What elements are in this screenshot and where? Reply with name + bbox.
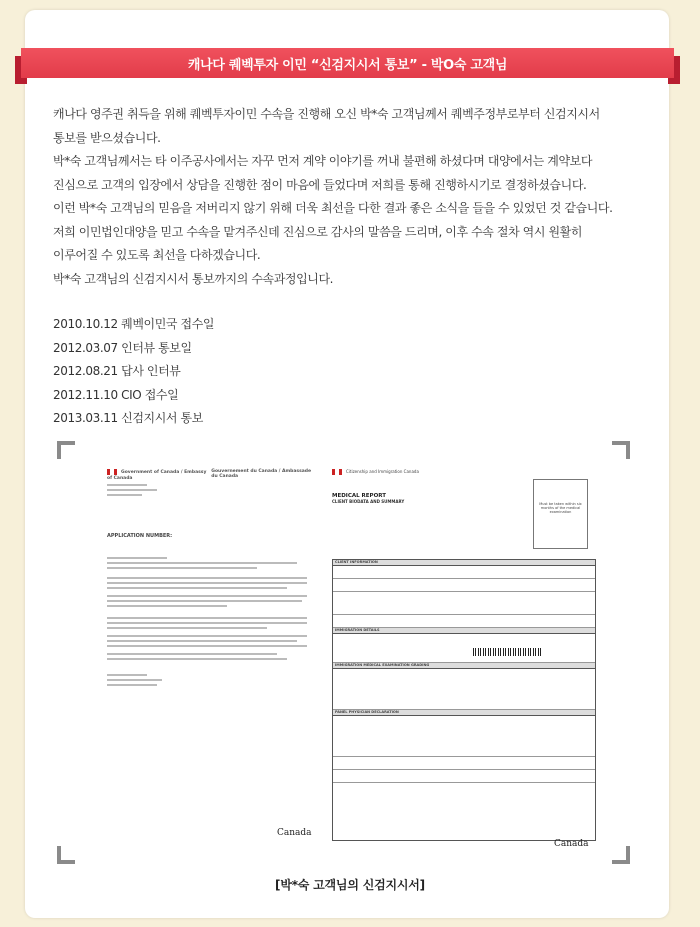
embassy-letter — [107, 469, 317, 849]
canada-flag-icon — [332, 469, 342, 475]
timeline-item: 2013.03.11 신검지시서 통보 — [53, 411, 203, 425]
canada-flag-icon — [107, 469, 117, 475]
photo-box: Must be taken within six months of the medical examination — [533, 479, 588, 549]
letter-header-left: Government of Canada / Embassy of Canada — [107, 470, 207, 481]
story-line: 이런 박*숙 고객님의 믿음을 저버리지 않기 위해 더욱 최선을 다한 결과 좋은 소식을 들을 수 있었던 것 같습니다. — [53, 201, 613, 215]
story-line: 이루어질 수 있도록 최선을 다하겠습니다. — [53, 248, 261, 262]
report-title: MEDICAL REPORT — [332, 493, 386, 499]
document-image — [57, 441, 630, 864]
timeline-item: 2010.10.12 퀘벡이민국 접수일 — [53, 317, 215, 331]
story-line: 캐나다 영주권 취득을 위해 퀘벡투자이민 수속을 진행해 오신 박*숙 고객님께서 퀘벡주정부로부터 신검지시서 — [53, 107, 600, 121]
timeline-item: 2012.08.21 답사 인터뷰 — [53, 364, 181, 378]
timeline-item: 2012.03.07 인터뷰 통보일 — [53, 340, 192, 355]
story-line: 진심으로 고객의 입장에서 상담을 진행한 점이 마음에 들었다며 저희를 통해 진행하시기로 결정하셨습니다. — [53, 177, 587, 192]
story-line: 저희 이민법인대양을 믿고 수속을 맡겨주신데 진심으로 감사의 말씀을 드리며, 이후 수속 절차 역시 원활히 — [53, 224, 583, 239]
canada-wordmark: Canada — [554, 839, 589, 849]
canada-wordmark: Canada — [277, 828, 312, 838]
form-section-header: CLIENT INFORMATION — [333, 560, 595, 566]
title-ribbon — [15, 48, 680, 82]
story-line: 박*숙 고객님께서는 타 이주공사에서는 자꾸 먼저 계약 이야기를 꺼내 불편해 하셨다며 대양에서는 계약보다 — [53, 154, 593, 168]
timeline-item: 2012.11.10 CIO 접수일 — [53, 387, 179, 402]
form-section-header: IMMIGRATION MEDICAL EXAMINATION GRADING — [333, 663, 595, 669]
report-org: Citizenship and Immigration Canada — [332, 469, 594, 475]
frame-corner — [57, 846, 75, 864]
story-line: 박*숙 고객님의 신검지시서 통보까지의 수속과정입니다. — [53, 271, 334, 286]
address-lines — [107, 484, 317, 496]
story-text — [53, 103, 663, 291]
frame-corner — [57, 441, 75, 459]
frame-corner — [612, 441, 630, 459]
medical-report — [332, 469, 594, 849]
page-title: 캐나다 퀘벡투자 이민 “신검지시서 통보” - 박O숙 고객님 — [21, 48, 674, 78]
story-line: 통보를 받으셨습니다. — [53, 130, 161, 145]
report-form — [332, 559, 596, 841]
report-subtitle: CLIENT BIODATA AND SUMMARY — [332, 499, 405, 504]
form-section-header: PANEL PHYSICIAN DECLARATION — [333, 710, 595, 716]
letter-header-right: Gouvernement du Canada / Ambassade du Canada — [211, 469, 312, 479]
process-timeline — [53, 313, 214, 431]
form-section-header: IMMIGRATION DETAILS — [333, 628, 595, 634]
barcode — [473, 648, 543, 656]
image-caption: [박*숙 고객님의 신검지시서] — [275, 878, 425, 892]
application-number-label: APPLICATION NUMBER: — [107, 533, 173, 539]
frame-corner — [612, 846, 630, 864]
letter-header — [107, 469, 317, 481]
letter-body-lines — [107, 557, 317, 686]
